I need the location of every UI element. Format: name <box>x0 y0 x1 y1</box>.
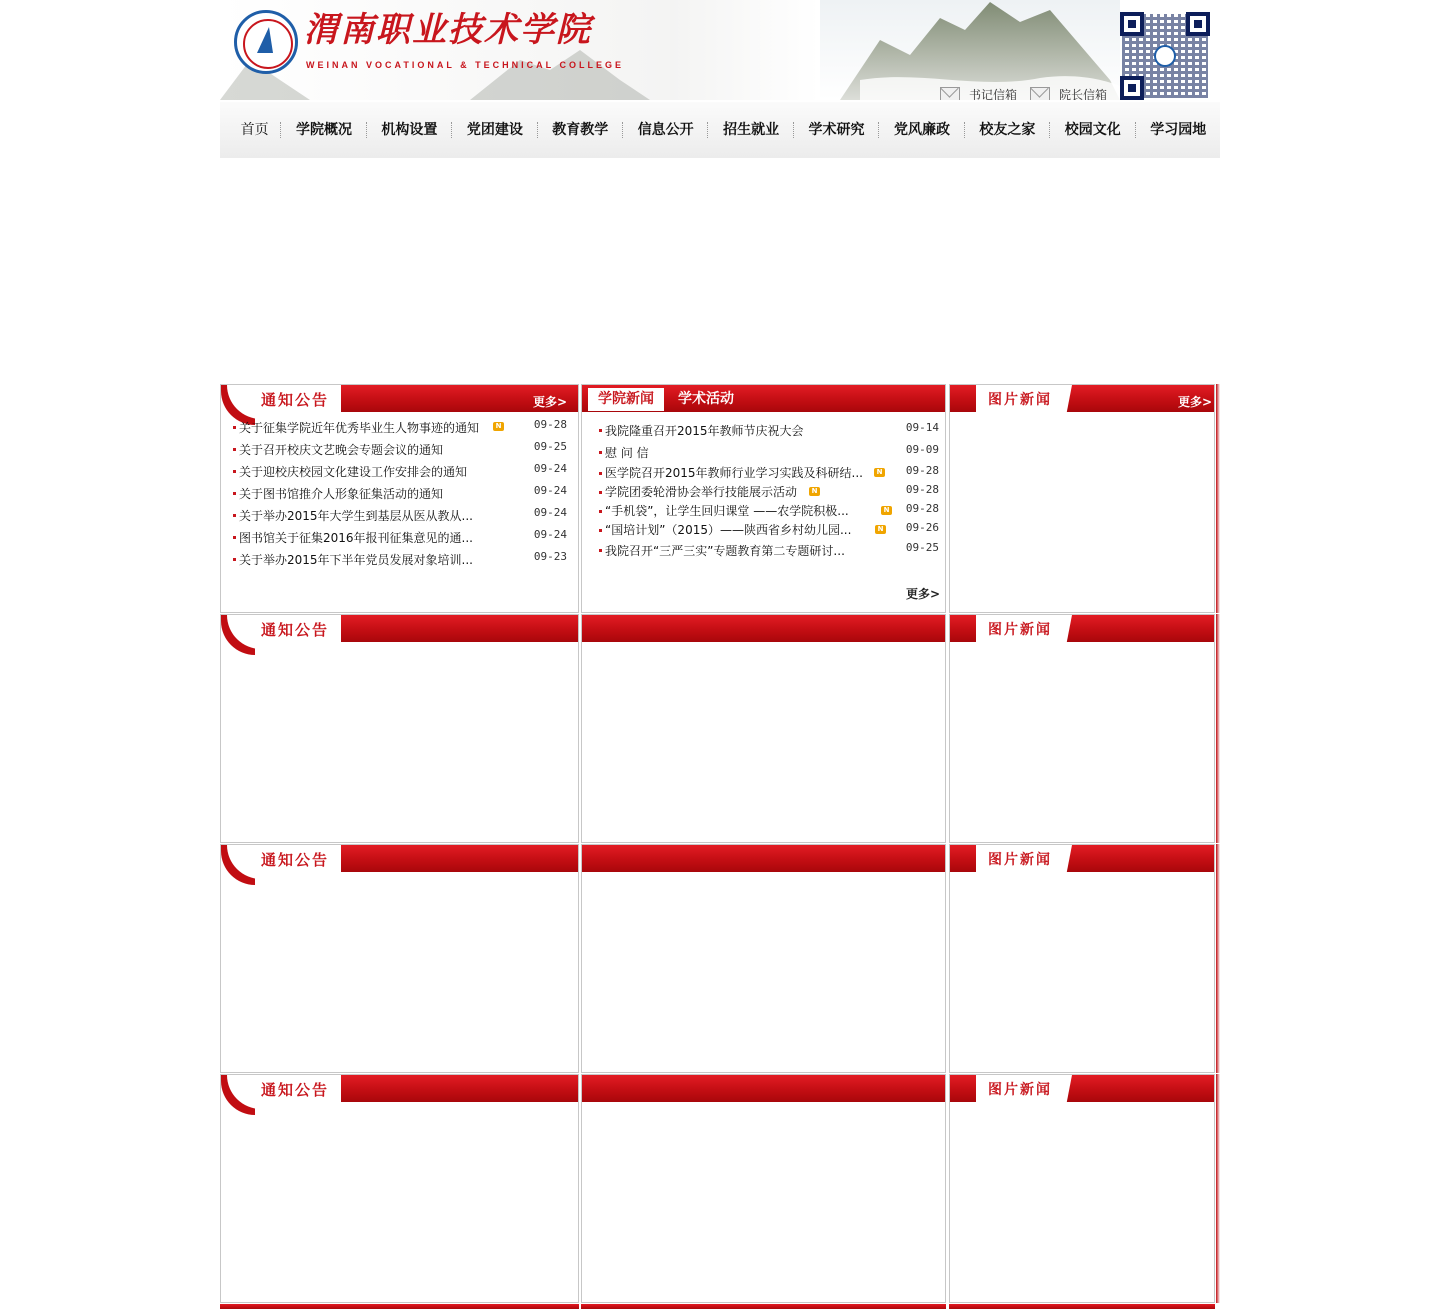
list-item[interactable] <box>233 439 567 461</box>
bullet-icon <box>599 510 602 513</box>
right-border <box>1216 614 1220 843</box>
nav-information[interactable]: 信息公开 <box>637 122 694 138</box>
news-panel <box>581 384 946 613</box>
bullet-icon <box>599 429 602 432</box>
photo-news-title: 图片新闻 <box>988 392 1052 408</box>
list-item[interactable] <box>233 417 567 439</box>
list-item-date: 09-25 <box>905 541 939 554</box>
list-item-date: 09-26 <box>905 521 939 534</box>
nav-learning[interactable]: 学习园地 <box>1150 122 1207 138</box>
right-border <box>1216 384 1220 613</box>
nav-integrity[interactable]: 党风廉政 <box>893 122 950 138</box>
news-header-bar <box>582 1075 946 1102</box>
new-badge-icon: N <box>881 506 892 515</box>
college-emblem-icon[interactable] <box>234 10 298 74</box>
news-panel <box>581 614 946 843</box>
photo-more-link[interactable]: 更多> <box>1178 395 1213 409</box>
list-item[interactable] <box>599 420 939 442</box>
list-item-link[interactable]: “国培计划”（2015）——陕西省乡村幼儿园... <box>605 523 852 537</box>
bullet-icon <box>233 492 236 495</box>
notice-title: 通知公告 <box>261 851 330 869</box>
list-item-date: 09-28 <box>905 483 939 496</box>
news-header-bar <box>581 1304 946 1309</box>
list-item-link[interactable]: “手机袋”，让学生回归课堂 ——农学院积极... <box>605 504 849 518</box>
page-wrapper <box>220 0 1220 1099</box>
site-header <box>220 0 1220 100</box>
list-item[interactable] <box>599 502 939 521</box>
qr-code-icon <box>1120 12 1210 100</box>
notice-panel <box>220 1074 579 1303</box>
bullet-icon <box>233 470 236 473</box>
photo-news-panel <box>949 1074 1215 1303</box>
mail-icon <box>940 87 960 100</box>
nav-education[interactable]: 教育教学 <box>552 122 609 138</box>
list-item-date: 09-24 <box>533 484 567 497</box>
list-item-date: 09-24 <box>533 528 567 541</box>
list-item-date: 09-24 <box>533 506 567 519</box>
nav-campus-culture[interactable]: 校园文化 <box>1064 122 1121 138</box>
list-item-date: 09-14 <box>905 421 939 434</box>
new-badge-icon: N <box>809 487 820 496</box>
notice-title: 通知公告 <box>261 1081 330 1099</box>
photo-news-title: 图片新闻 <box>988 852 1052 868</box>
list-item-date: 09-25 <box>533 440 567 453</box>
news-panel <box>581 844 946 1073</box>
list-item-date: 09-09 <box>905 443 939 456</box>
bullet-icon <box>233 426 236 429</box>
logo-chinese[interactable]: 渭南职业技术学院 <box>304 10 592 50</box>
list-item-link[interactable]: 学院团委轮滑协会举行技能展示活动 <box>605 485 798 499</box>
list-item-link[interactable]: 关于迎校庆校园文化建设工作安排会的通知 <box>239 465 468 479</box>
bullet-icon <box>599 451 602 454</box>
ribbon-curl-icon <box>221 615 255 655</box>
right-border <box>1216 844 1220 1073</box>
list-item-link[interactable]: 我院隆重召开2015年教师节庆祝大会 <box>605 424 804 438</box>
nav-party-building[interactable]: 党团建设 <box>466 122 523 138</box>
logo-english: WEINAN VOCATIONAL & TECHNICAL COLLEGE <box>306 60 624 70</box>
list-item[interactable] <box>599 483 939 502</box>
list-item[interactable] <box>233 505 567 527</box>
nav-organization[interactable]: 机构设置 <box>381 122 438 138</box>
list-item[interactable] <box>599 540 939 562</box>
mail-icon <box>1030 87 1050 100</box>
list-item-date: 09-24 <box>533 462 567 475</box>
list-item-date: 09-28 <box>533 418 567 431</box>
secretary-mailbox-link[interactable]: 书记信箱 <box>969 88 1018 100</box>
photo-news-panel <box>949 614 1215 843</box>
notice-list <box>233 417 567 571</box>
bullet-icon <box>233 558 236 561</box>
new-badge-icon: N <box>493 422 504 431</box>
list-item[interactable] <box>233 549 567 571</box>
nav-research[interactable]: 学术研究 <box>808 122 865 138</box>
notice-header-bar <box>220 1304 579 1309</box>
list-item-date: 09-23 <box>533 550 567 563</box>
notice-title: 通知公告 <box>261 621 330 639</box>
tab-academic-activities[interactable]: 学术活动 <box>678 391 734 407</box>
list-item[interactable] <box>599 521 939 540</box>
notice-panel <box>220 384 579 613</box>
photo-news-panel <box>949 384 1215 613</box>
ribbon-curl-icon <box>221 845 255 885</box>
list-item[interactable] <box>233 461 567 483</box>
bullet-icon <box>599 491 602 494</box>
nav-about[interactable]: 学院概况 <box>296 122 352 138</box>
nav-admissions[interactable]: 招生就业 <box>723 122 780 138</box>
bullet-icon <box>233 448 236 451</box>
list-item[interactable] <box>599 442 939 464</box>
photo-news-title: 图片新闻 <box>988 1082 1052 1098</box>
news-list <box>599 420 939 562</box>
list-item-link[interactable]: 我院召开“三严三实”专题教育第二专题研讨... <box>605 544 845 558</box>
bullet-icon <box>233 536 236 539</box>
list-item-link[interactable]: 医学院召开2015年教师行业学习实践及科研结... <box>605 466 863 480</box>
list-item[interactable] <box>233 527 567 549</box>
right-border <box>1216 1074 1220 1303</box>
notice-panel <box>220 614 579 843</box>
list-item-date: 09-28 <box>905 502 939 515</box>
main-nav <box>220 102 1220 158</box>
news-header-bar <box>582 615 946 642</box>
bullet-icon <box>599 472 602 475</box>
bullet-icon <box>599 529 602 532</box>
bullet-icon <box>599 549 602 552</box>
list-item-link[interactable]: 图书馆关于征集2016年报刊征集意见的通... <box>239 531 473 545</box>
list-item[interactable] <box>599 464 939 483</box>
list-item-link[interactable]: 关于征集学院近年优秀毕业生人物事迹的通知 <box>239 421 480 435</box>
notice-title: 通知公告 <box>261 391 330 409</box>
list-item-link[interactable]: 关于图书馆推介人形象征集活动的通知 <box>239 487 444 501</box>
nav-home[interactable]: 首页 <box>240 122 269 138</box>
tab-college-news[interactable]: 学院新闻 <box>588 388 664 411</box>
photo-header-bar <box>949 1304 1215 1309</box>
nav-alumni[interactable]: 校友之家 <box>979 122 1036 138</box>
news-panel <box>581 1074 946 1303</box>
news-more-link[interactable]: 更多> <box>906 587 941 601</box>
list-item-date: 09-28 <box>905 464 939 477</box>
list-item-link[interactable]: 关于召开校庆文艺晚会专题会议的通知 <box>239 443 444 457</box>
ribbon-curl-icon <box>221 1075 255 1115</box>
president-mailbox-link[interactable]: 院长信箱 <box>1059 88 1108 100</box>
bullet-icon <box>233 514 236 517</box>
notice-panel <box>220 844 579 1073</box>
list-item-link[interactable]: 慰 问 信 <box>605 446 649 460</box>
photo-news-panel <box>949 844 1215 1073</box>
list-item[interactable] <box>233 483 567 505</box>
new-badge-icon: N <box>875 525 886 534</box>
notice-more-link[interactable]: 更多> <box>533 395 568 409</box>
news-header-bar <box>582 845 946 872</box>
new-badge-icon: N <box>874 468 885 477</box>
photo-news-title: 图片新闻 <box>988 622 1052 638</box>
list-item-link[interactable]: 关于举办2015年大学生到基层从医从教从... <box>239 509 473 523</box>
list-item-link[interactable]: 关于举办2015年下半年党员发展对象培训... <box>239 553 473 567</box>
